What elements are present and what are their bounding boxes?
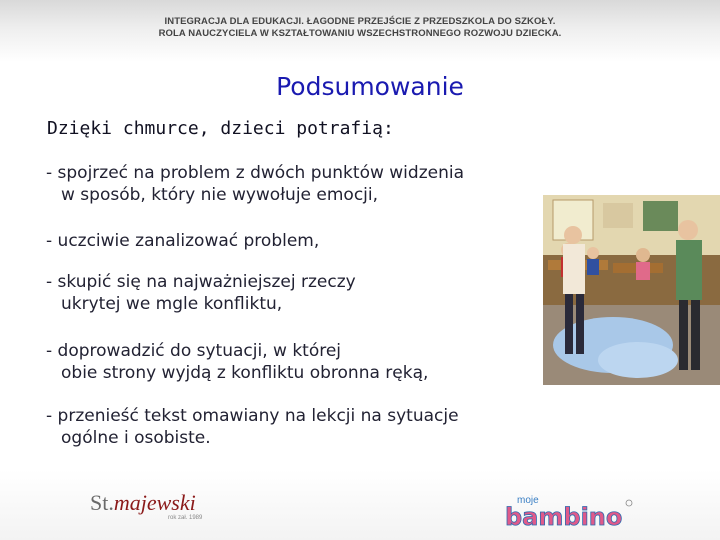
bullet-point-text: - doprowadzić do sytuacji, w której (46, 341, 342, 361)
st-majewski-logo-text (90, 490, 196, 516)
slide-subtitle: Dzięki chmurce, dzieci potrafią: (47, 118, 394, 139)
bullet-point-text: - spojrzeć na problem z dwóch punktów widzenia (46, 163, 464, 183)
header-line-2: ROLA NAUCZYCIELA W KSZTAŁTOWANIU WSZECHSTRONNEGO ROZWOJU DZIECKA. (158, 28, 562, 39)
bullet-point-1 (46, 162, 464, 206)
bullet-point-text: - przenieść tekst omawiany na lekcji na sytuacje (46, 406, 459, 426)
header-line-1: INTEGRACJA DLA EDUKACJI. ŁAGODNE PRZEJŚCIE Z PRZEDSZKOLA DO SZKOŁY. (164, 16, 556, 27)
slide-title: Podsumowanie (276, 72, 464, 101)
bullet-point-continuation: ukrytej we mgle konfliktu, (61, 294, 283, 314)
st-majewski-logo (90, 490, 230, 530)
logo-bambino-main: bambino (505, 503, 623, 529)
bullet-point-text: - uczciwie zanalizować problem, (46, 231, 320, 251)
bullet-point-4 (46, 340, 428, 384)
logo-accent: majewski (113, 490, 196, 515)
logo-prefix: St. (90, 490, 114, 515)
bullet-point-text: - skupić się na najważniejszej rzeczy (46, 272, 356, 292)
bullet-point-2 (46, 230, 319, 252)
bullet-point-continuation: obie strony wyjdą z konfliktu obronna ręką, (61, 363, 429, 383)
logo-bambino-top: moje (517, 495, 539, 506)
bullet-point-continuation: ogólne i osobiste. (61, 428, 211, 448)
moje-bambino-logo (505, 493, 635, 529)
bullet-point-5 (46, 405, 459, 449)
logo-founded-text: rok zał. 1989 (168, 515, 203, 521)
bullet-point-3 (46, 271, 356, 315)
classroom-photo (543, 195, 720, 385)
bullet-point-continuation: w sposób, który nie wywołuje emocji, (61, 185, 379, 205)
project-header (0, 16, 720, 40)
